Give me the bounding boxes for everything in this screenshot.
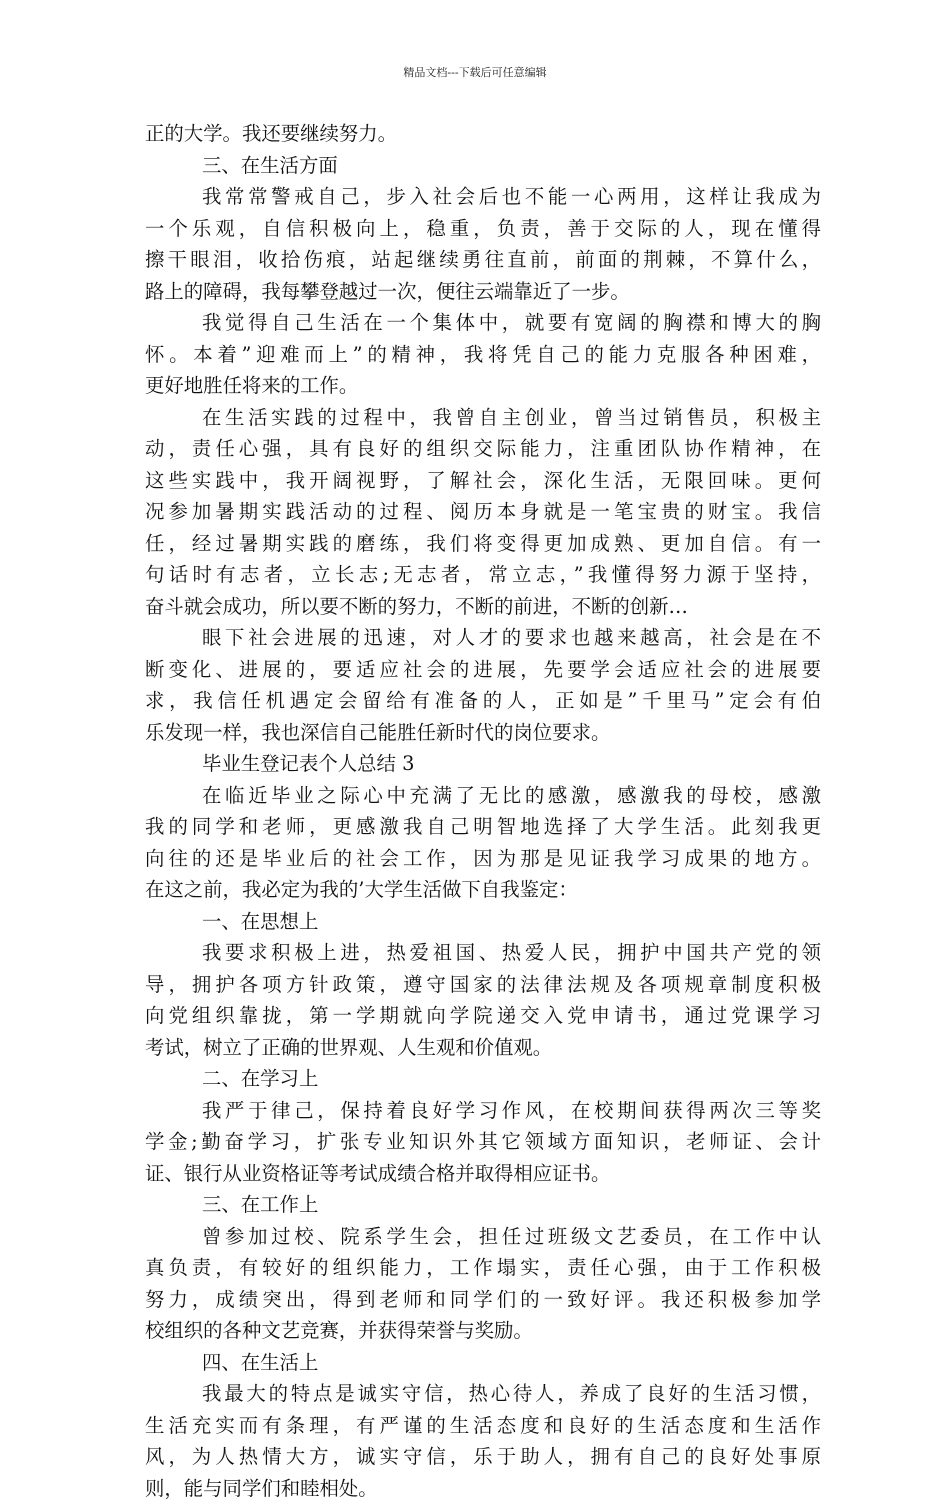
paragraph-line: 动，责任心强，具有良好的组织交际能力，注重团队协作精神，在 (145, 433, 821, 465)
paragraph-line: 则，能与同学们和睦相处。 (145, 1473, 821, 1504)
paragraph-first-line: 眼下社会进展的迅速，对人才的要求也越来越高，社会是在不 (145, 622, 821, 654)
paragraph-first-line: 我要求积极上进，热爱祖国、热爱人民，拥护中国共产党的领 (145, 937, 821, 969)
paragraph-line: 断变化、进展的，要适应社会的进展，先要学会适应社会的进展要 (145, 654, 821, 686)
paragraph-first-line: 四、在生活上 (145, 1347, 821, 1379)
paragraph-first-line: 曾参加过校、院系学生会，担任过班级文艺委员，在工作中认 (145, 1221, 821, 1253)
paragraph-line: 奋斗就会成功，所以要不断的努力，不断的前进，不断的创新… (145, 591, 821, 623)
paragraph-line: 向党组织靠拢，第一学期就向学院递交入党申请书，通过党课学习 (145, 1000, 821, 1032)
paragraph-line: 求，我信任机遇定会留给有准备的人，正如是”千里马”定会有伯 (145, 685, 821, 717)
paragraph-first-line: 三、在生活方面 (145, 150, 821, 182)
paragraph-line: 风，为人热情大方，诚实守信，乐于助人，拥有自己的良好处事原 (145, 1441, 821, 1473)
paragraph-first-line: 毕业生登记表个人总结 3 (145, 748, 821, 780)
paragraph-line: 导，拥护各项方针政策，遵守国家的法律法规及各项规章制度积极 (145, 969, 821, 1001)
paragraph-first-line: 二、在学习上 (145, 1063, 821, 1095)
paragraph-first-line: 一、在思想上 (145, 906, 821, 938)
paragraph-line: 况参加暑期实践活动的过程、阅历本身就是一笔宝贵的财宝。我信 (145, 496, 821, 528)
paragraph-line: 真负责，有较好的组织能力，工作塌实，责任心强，由于工作积极 (145, 1252, 821, 1284)
paragraph-first-line: 我最大的特点是诚实守信，热心待人，养成了良好的生活习惯， (145, 1378, 821, 1410)
paragraph-line: 这些实践中，我开阔视野，了解社会，深化生活，无限回味。更何 (145, 465, 821, 497)
paragraph-first-line: 我觉得自己生活在一个集体中，就要有宽阔的胸襟和博大的胸 (145, 307, 821, 339)
paragraph-first-line: 三、在工作上 (145, 1189, 821, 1221)
paragraph-line: 路上的障碍，我每攀登越过一次，便往云端靠近了一步。 (145, 276, 821, 308)
paragraph-line: 句话时有志者，立长志;无志者，常立志，”我懂得努力源于坚持， (145, 559, 821, 591)
paragraph-first-line: 在生活实践的过程中，我曾自主创业，曾当过销售员，积极主 (145, 402, 821, 434)
paragraph-first-line: 在临近毕业之际心中充满了无比的感激，感激我的母校，感激 (145, 780, 821, 812)
paragraph-line: 一个乐观，自信积极向上，稳重，负责，善于交际的人，现在懂得 (145, 213, 821, 245)
paragraph-line: 努力，成绩突出，得到老师和同学们的一致好评。我还积极参加学 (145, 1284, 821, 1316)
paragraph-line: 正的大学。我还要继续努力。 (145, 118, 821, 150)
paragraph-line: 更好地胜任将来的工作。 (145, 370, 821, 402)
paragraph-line: 擦干眼泪，收拾伤痕，站起继续勇往直前，前面的荆棘，不算什么， (145, 244, 821, 276)
paragraph-first-line: 我严于律己，保持着良好学习作风，在校期间获得两次三等奖 (145, 1095, 821, 1127)
paragraph-line: 向往的还是毕业后的社会工作，因为那是见证我学习成果的地方。 (145, 843, 821, 875)
paragraph-line: 在这之前，我必定为我的’大学生活做下自我鉴定： (145, 874, 821, 906)
paragraph-first-line: 我常常警戒自己，步入社会后也不能一心两用，这样让我成为 (145, 181, 821, 213)
paragraph-line: 生活充实而有条理，有严谨的生活态度和良好的生活态度和生活作 (145, 1410, 821, 1442)
paragraph-line: 怀。本着”迎难而上”的精神，我将凭自己的能力克服各种困难， (145, 339, 821, 371)
paragraph-line: 考试，树立了正确的世界观、人生观和价值观。 (145, 1032, 821, 1064)
paragraph-line: 我的同学和老师，更感激我自己明智地选择了大学生活。此刻我更 (145, 811, 821, 843)
paragraph-line: 证、银行从业资格证等考试成绩合格并取得相应证书。 (145, 1158, 821, 1190)
document-body (145, 118, 821, 1504)
paragraph-line: 学金;勤奋学习，扩张专业知识外其它领域方面知识，老师证、会计 (145, 1126, 821, 1158)
page-header: 精品文档---下载后可任意编辑 (0, 66, 950, 80)
paragraph-line: 乐发现一样，我也深信自己能胜任新时代的岗位要求。 (145, 717, 821, 749)
paragraph-line: 校组织的各种文艺竞赛，并获得荣誉与奖励。 (145, 1315, 821, 1347)
paragraph-line: 任，经过暑期实践的磨练，我们将变得更加成熟、更加自信。有一 (145, 528, 821, 560)
